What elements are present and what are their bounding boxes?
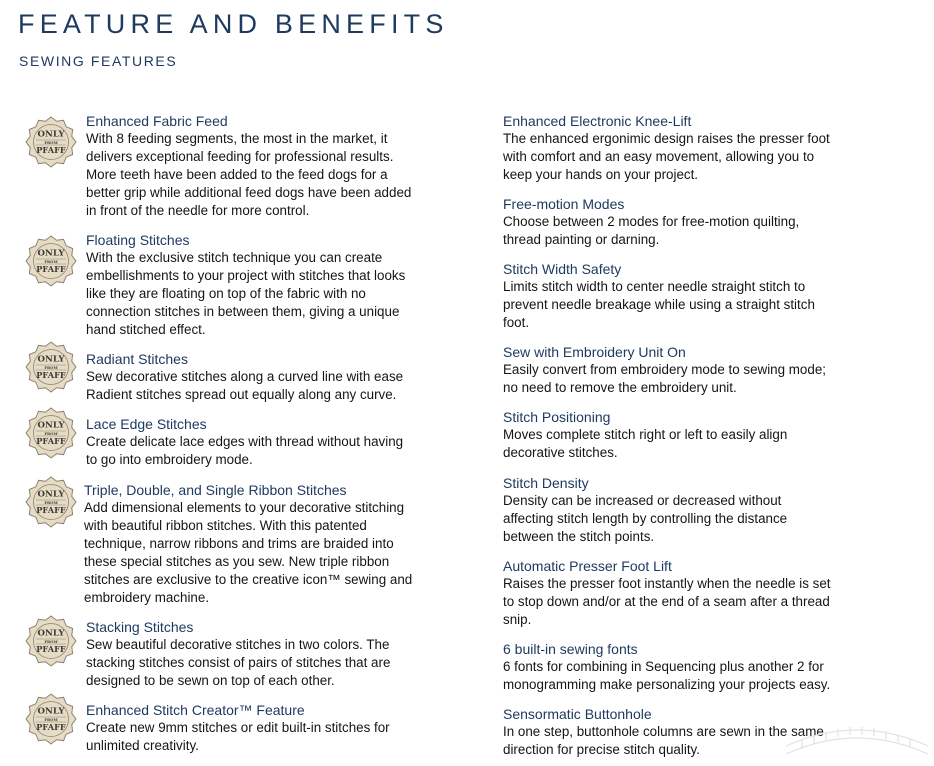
feature-line: stacking stitches consist of pairs of stitches that are	[86, 655, 391, 670]
feature-line: Moves complete stitch right or left to easily align	[503, 427, 788, 442]
feature-radiant-stitches	[86, 350, 403, 404]
svg-text:ONLY: ONLY	[37, 489, 65, 500]
feature-free-motion-modes	[503, 195, 799, 249]
feature-line: embroidery machine.	[84, 590, 210, 605]
section-title: SEWING FEATURES	[19, 53, 178, 69]
feature-line: technique, narrow ribbons and trims are braided into	[84, 536, 394, 551]
feature-line: designed to be sewn on top of each other.	[86, 673, 335, 688]
feature-line: better grip while additional feed dogs have been added	[86, 185, 412, 200]
svg-text:FROM: FROM	[44, 716, 58, 722]
svg-text:ONLY: ONLY	[37, 248, 65, 259]
feature-line: thread painting or darning.	[503, 232, 660, 247]
svg-text:PFAFF: PFAFF	[36, 436, 66, 446]
svg-text:PFAFF: PFAFF	[36, 722, 66, 732]
only-from-pfaff-badge	[24, 340, 78, 394]
feature-line: affecting stitch length by controlling the distance	[503, 511, 788, 526]
feature-title: Automatic Presser Foot Lift	[503, 558, 672, 574]
feature-line: Raises the presser foot instantly when the needle is set	[503, 576, 831, 591]
feature-line: With the exclusive stitch technique you can create	[86, 250, 383, 265]
feature-line: keep your hands on your project.	[503, 167, 699, 182]
feature-line: hand stitched effect.	[86, 322, 206, 337]
feature-title: Radiant Stitches	[86, 351, 188, 367]
svg-text:ONLY: ONLY	[37, 129, 65, 140]
feature-title: Triple, Double, and Single Ribbon Stitches	[84, 482, 347, 498]
feature-sensormatic-buttonhole	[503, 705, 824, 759]
stitch-watermark-icon	[782, 714, 932, 760]
feature-title: Sew with Embroidery Unit On	[503, 344, 686, 360]
svg-text:ONLY: ONLY	[37, 628, 65, 639]
feature-line: Density can be increased or decreased without	[503, 493, 782, 508]
feature-title: Free-motion Modes	[503, 196, 625, 212]
feature-line: monogramming make personalizing your projects easy.	[503, 677, 831, 692]
feature-line: Sew decorative stitches along a curved line with ease	[86, 369, 404, 384]
feature-line: decorative stitches.	[503, 445, 618, 460]
feature-line: stitches are exclusive to the creative icon™ sewing and	[84, 572, 413, 587]
feature-title: Lace Edge Stitches	[86, 416, 207, 432]
feature-title: Sensormatic Buttonhole	[503, 706, 652, 722]
feature-stitch-width-safety	[503, 260, 815, 332]
feature-line: With 8 feeding segments, the most in the market, it	[86, 131, 388, 146]
feature-lace-edge-stitches	[86, 415, 403, 469]
feature-line: foot.	[503, 315, 530, 330]
feature-line: with comfort and an easy movement, allowing you to	[503, 149, 815, 164]
feature-title: Stacking Stitches	[86, 619, 194, 635]
feature-line: to stop down and/or at the end of a seam after a thread	[503, 594, 830, 609]
svg-text:FROM: FROM	[44, 499, 58, 505]
feature-line: The enhanced ergonimic design raises the presser foot	[503, 131, 830, 146]
feature-floating-stitches	[86, 231, 405, 339]
svg-text:PFAFF: PFAFF	[36, 145, 66, 155]
feature-stitch-density	[503, 474, 787, 546]
feature-line: direction for precise stitch quality.	[503, 742, 700, 757]
feature-line: 6 fonts for combining in Sequencing plus another 2 for	[503, 659, 824, 674]
feature-title: Stitch Width Safety	[503, 261, 622, 277]
svg-text:PFAFF: PFAFF	[36, 505, 66, 515]
svg-text:ONLY: ONLY	[37, 354, 65, 365]
feature-line: In one step, buttonhole columns are sewn in the same	[503, 724, 824, 739]
feature-line: snip.	[503, 612, 532, 627]
feature-line: unlimited creativity.	[86, 738, 199, 753]
feature-title: Enhanced Electronic Knee-Lift	[503, 113, 692, 129]
feature-sewing-fonts	[503, 640, 830, 694]
feature-line: like they are floating on top of the fabric with no	[86, 286, 366, 301]
feature-line: Add dimensional elements to your decorative stitching	[84, 500, 405, 515]
feature-title: 6 built-in sewing fonts	[503, 641, 638, 657]
feature-line: delivers exceptional feeding for professional results.	[86, 149, 394, 164]
feature-line: to go into embroidery mode.	[86, 452, 253, 467]
svg-text:FROM: FROM	[44, 430, 58, 436]
feature-title: Stitch Positioning	[503, 409, 611, 425]
feature-electronic-knee-lift	[503, 112, 830, 184]
feature-title: Enhanced Fabric Feed	[86, 113, 228, 129]
feature-stacking-stitches	[86, 618, 390, 690]
only-from-pfaff-badge	[24, 692, 78, 746]
feature-title: Floating Stitches	[86, 232, 190, 248]
feature-line: connection stitches in between them, giving a unique	[86, 304, 400, 319]
feature-line: in front of the needle for more control.	[86, 203, 310, 218]
feature-ribbon-stitches	[84, 481, 412, 607]
svg-text:FROM: FROM	[44, 139, 58, 145]
only-from-pfaff-badge	[24, 234, 78, 288]
svg-text:PFAFF: PFAFF	[36, 264, 66, 274]
feature-line: no need to remove the embroidery unit.	[503, 380, 737, 395]
svg-text:FROM: FROM	[44, 638, 58, 644]
svg-text:FROM: FROM	[44, 364, 58, 370]
feature-line: More teeth have been added to the feed dogs for a	[86, 167, 388, 182]
feature-stitch-positioning	[503, 408, 787, 462]
only-from-pfaff-badge	[24, 614, 78, 668]
svg-text:ONLY: ONLY	[37, 420, 65, 431]
feature-title: Stitch Density	[503, 475, 589, 491]
only-from-pfaff-badge	[24, 475, 78, 529]
feature-line: prevent needle breakage while using a straight stitch	[503, 297, 815, 312]
page-title: FEATURE AND BENEFITS	[18, 9, 449, 39]
feature-line: embellishments to your project with stitches that looks	[86, 268, 406, 283]
svg-text:PFAFF: PFAFF	[36, 644, 66, 654]
feature-line: Easily convert from embroidery mode to sewing mode;	[503, 362, 826, 377]
svg-text:PFAFF: PFAFF	[36, 370, 66, 380]
feature-line: Sew beautiful decorative stitches in two colors. The	[86, 637, 390, 652]
feature-line: Create delicate lace edges with thread without having	[86, 434, 404, 449]
feature-line: Choose between 2 modes for free-motion quilting,	[503, 214, 800, 229]
feature-presser-foot-lift	[503, 557, 831, 629]
only-from-pfaff-badge	[24, 406, 78, 460]
feature-line: between the stitch points.	[503, 529, 655, 544]
feature-line: these special stitches as you sew. New triple ribbon	[84, 554, 390, 569]
feature-line: Limits stitch width to center needle straight stitch to	[503, 279, 806, 294]
feature-title: Enhanced Stitch Creator™ Feature	[86, 702, 305, 718]
feature-stitch-creator	[86, 701, 390, 755]
svg-text:FROM: FROM	[44, 258, 58, 264]
feature-line: Create new 9mm stitches or edit built-in stitches for	[86, 720, 390, 735]
feature-embroidery-unit-on	[503, 343, 826, 397]
svg-text:ONLY: ONLY	[37, 706, 65, 717]
only-from-pfaff-badge	[24, 115, 78, 169]
feature-line: with beautiful ribbon stitches. With this patented	[84, 518, 367, 533]
feature-enhanced-fabric-feed	[86, 112, 411, 220]
feature-line: Radient stitches spread out equally along any curve.	[86, 387, 397, 402]
